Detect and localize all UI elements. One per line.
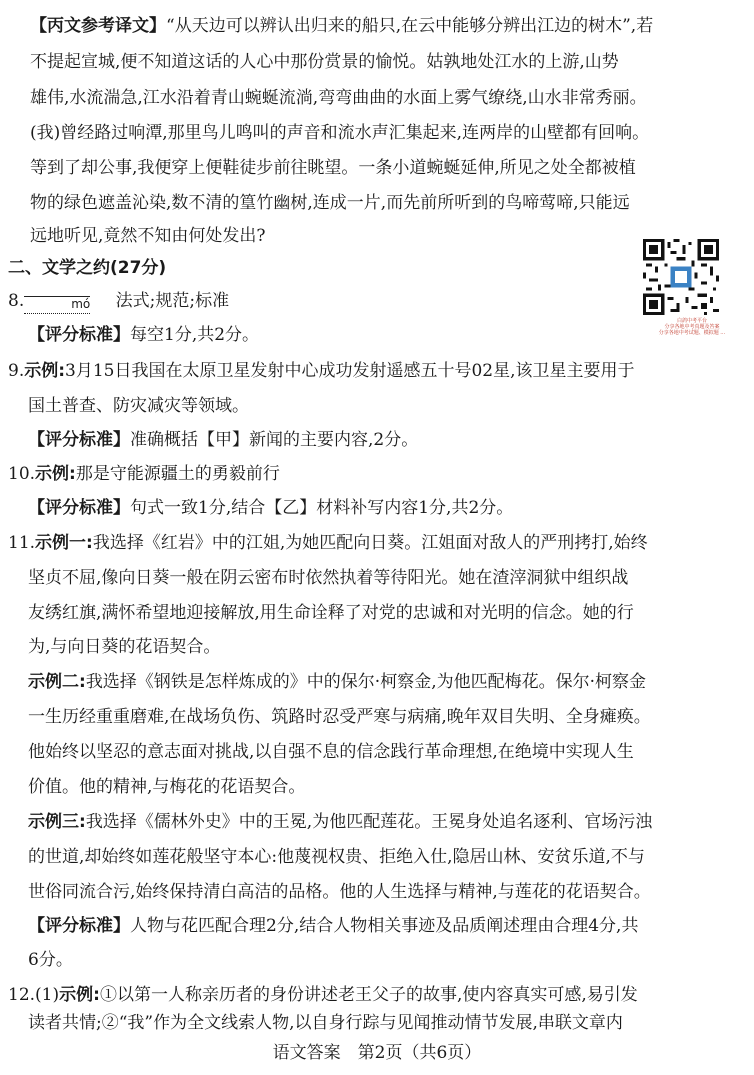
translation-label: 【丙文参考译文】 (30, 16, 166, 36)
passage-line-2: 不提起宣城,便不知道这话的人心中那份赏景的愉悦。姑孰地处江水的上游,山势 (30, 52, 619, 72)
qr-caption: 白鸽中考平台 分享各地中考真题及答案 分享各地中考试题、模拟题 … (658, 318, 726, 336)
q12-answer: 12.(1)示例:①以第一人称亲历者的身份讲述老王父子的故事,使内容真实可感,易引发 (8, 985, 638, 1005)
pinyin-blank: mó (24, 296, 90, 314)
q11-example-1: 11.示例一:我选择《红岩》中的江姐,为她匹配向日葵。江姐面对敌人的严刑拷打,始终 (8, 533, 648, 553)
q9-scoring: 【评分标准】准确概括【甲】新闻的主要内容,2分。 (28, 430, 419, 450)
q9-answer: 9.示例:3月15日我国在太原卫星发射中心成功发射遥感五十号02星,该卫星主要用于 (8, 361, 635, 381)
passage-line-1: 【丙文参考译文】“从天边可以辨认出归来的船只,在云中能够分辨出江边的树木”,若 (30, 16, 654, 36)
q11-scoring: 【评分标准】人物与花匹配合理2分,结合人物相关事迹及品质阐述理由合理4分,共 (28, 916, 639, 936)
q11-example-3: 示例三:我选择《儒林外史》中的王冕,为他匹配莲花。王冕身处追名逐利、官场污浊 (28, 812, 653, 832)
passage-line-4: (我)曾经路过响潭,那里鸟儿鸣叫的声音和流水声汇集起来,连两岸的山壁都有回响。 (30, 123, 650, 143)
q11-scoring-cont: 6分。 (28, 950, 73, 970)
q11-example-2: 示例二:我选择《钢铁是怎样炼成的》中的保尔·柯察金,为他匹配梅花。保尔·柯察金 (28, 672, 647, 692)
q11-example-2-line: 价值。他的精神,与梅花的花语契合。 (28, 777, 306, 797)
q10-answer: 10.示例:那是守能源疆土的勇毅前行 (8, 464, 280, 484)
passage-line-7: 远地听见,竟然不知由何处发出? (30, 226, 266, 246)
page-footer: 语文答案 第2页（共6页） (272, 1043, 482, 1063)
q11-example-2-line: 一生历经重重磨难,在战场负伤、筑路时忍受严寒与病痛,晚年双目失明、全身瘫痪。 (28, 707, 651, 727)
q8-scoring: 【评分标准】每空1分,共2分。 (28, 325, 260, 345)
q8-answer: 8. mó 法式;规范;标准 (8, 290, 229, 314)
section-heading: 二、文学之约(27分) (8, 258, 167, 278)
q11-example-3-line: 世俗同流合污,始终保持清白高洁的品格。他的人生选择与精神,与莲花的花语契合。 (28, 882, 651, 902)
passage-line-3: 雄伟,水流湍急,江水沿着青山蜿蜒流淌,弯弯曲曲的水面上雾气缭绕,山水非常秀丽。 (30, 88, 647, 108)
q11-example-2-line: 他始终以坚忍的意志面对挑战,以自强不息的信念践行革命理想,在绝境中实现人生 (28, 742, 634, 762)
q10-scoring: 【评分标准】句式一致1分,结合【乙】材料补写内容1分,共2分。 (28, 498, 514, 518)
qr-code-image (643, 239, 719, 315)
passage-line-5: 等到了却公事,我便穿上便鞋徒步前往眺望。一条小道蜿蜒延伸,所见之处全都被植 (30, 158, 636, 178)
q11-example-1-line: 友绣红旗,满怀希望地迎接解放,用生命诠释了对党的忠诚和对光明的信念。她的行 (28, 603, 634, 623)
q9-answer-cont: 国土普查、防灾减灾等领域。 (28, 396, 249, 416)
q11-example-1-line: 为,与向日葵的花语契合。 (28, 637, 221, 657)
q11-example-3-line: 的世道,却始终如莲花般坚守本心:他蔑视权贵、拒绝入仕,隐居山林、安贫乐道,不与 (28, 847, 645, 867)
q12-answer-cont: 读者共情;②“我”作为全文线索人物,以自身行踪与见闻推动情节发展,串联文章内 (28, 1013, 623, 1033)
passage-line-6: 物的绿色遮盖沁染,数不清的篁竹幽树,连成一片,而先前所听到的鸟啼莺啼,只能远 (30, 193, 630, 213)
q11-example-1-line: 坚贞不屈,像向日葵一般在阴云密布时依然执着等待阳光。她在渣滓洞狱中组织战 (28, 568, 629, 588)
